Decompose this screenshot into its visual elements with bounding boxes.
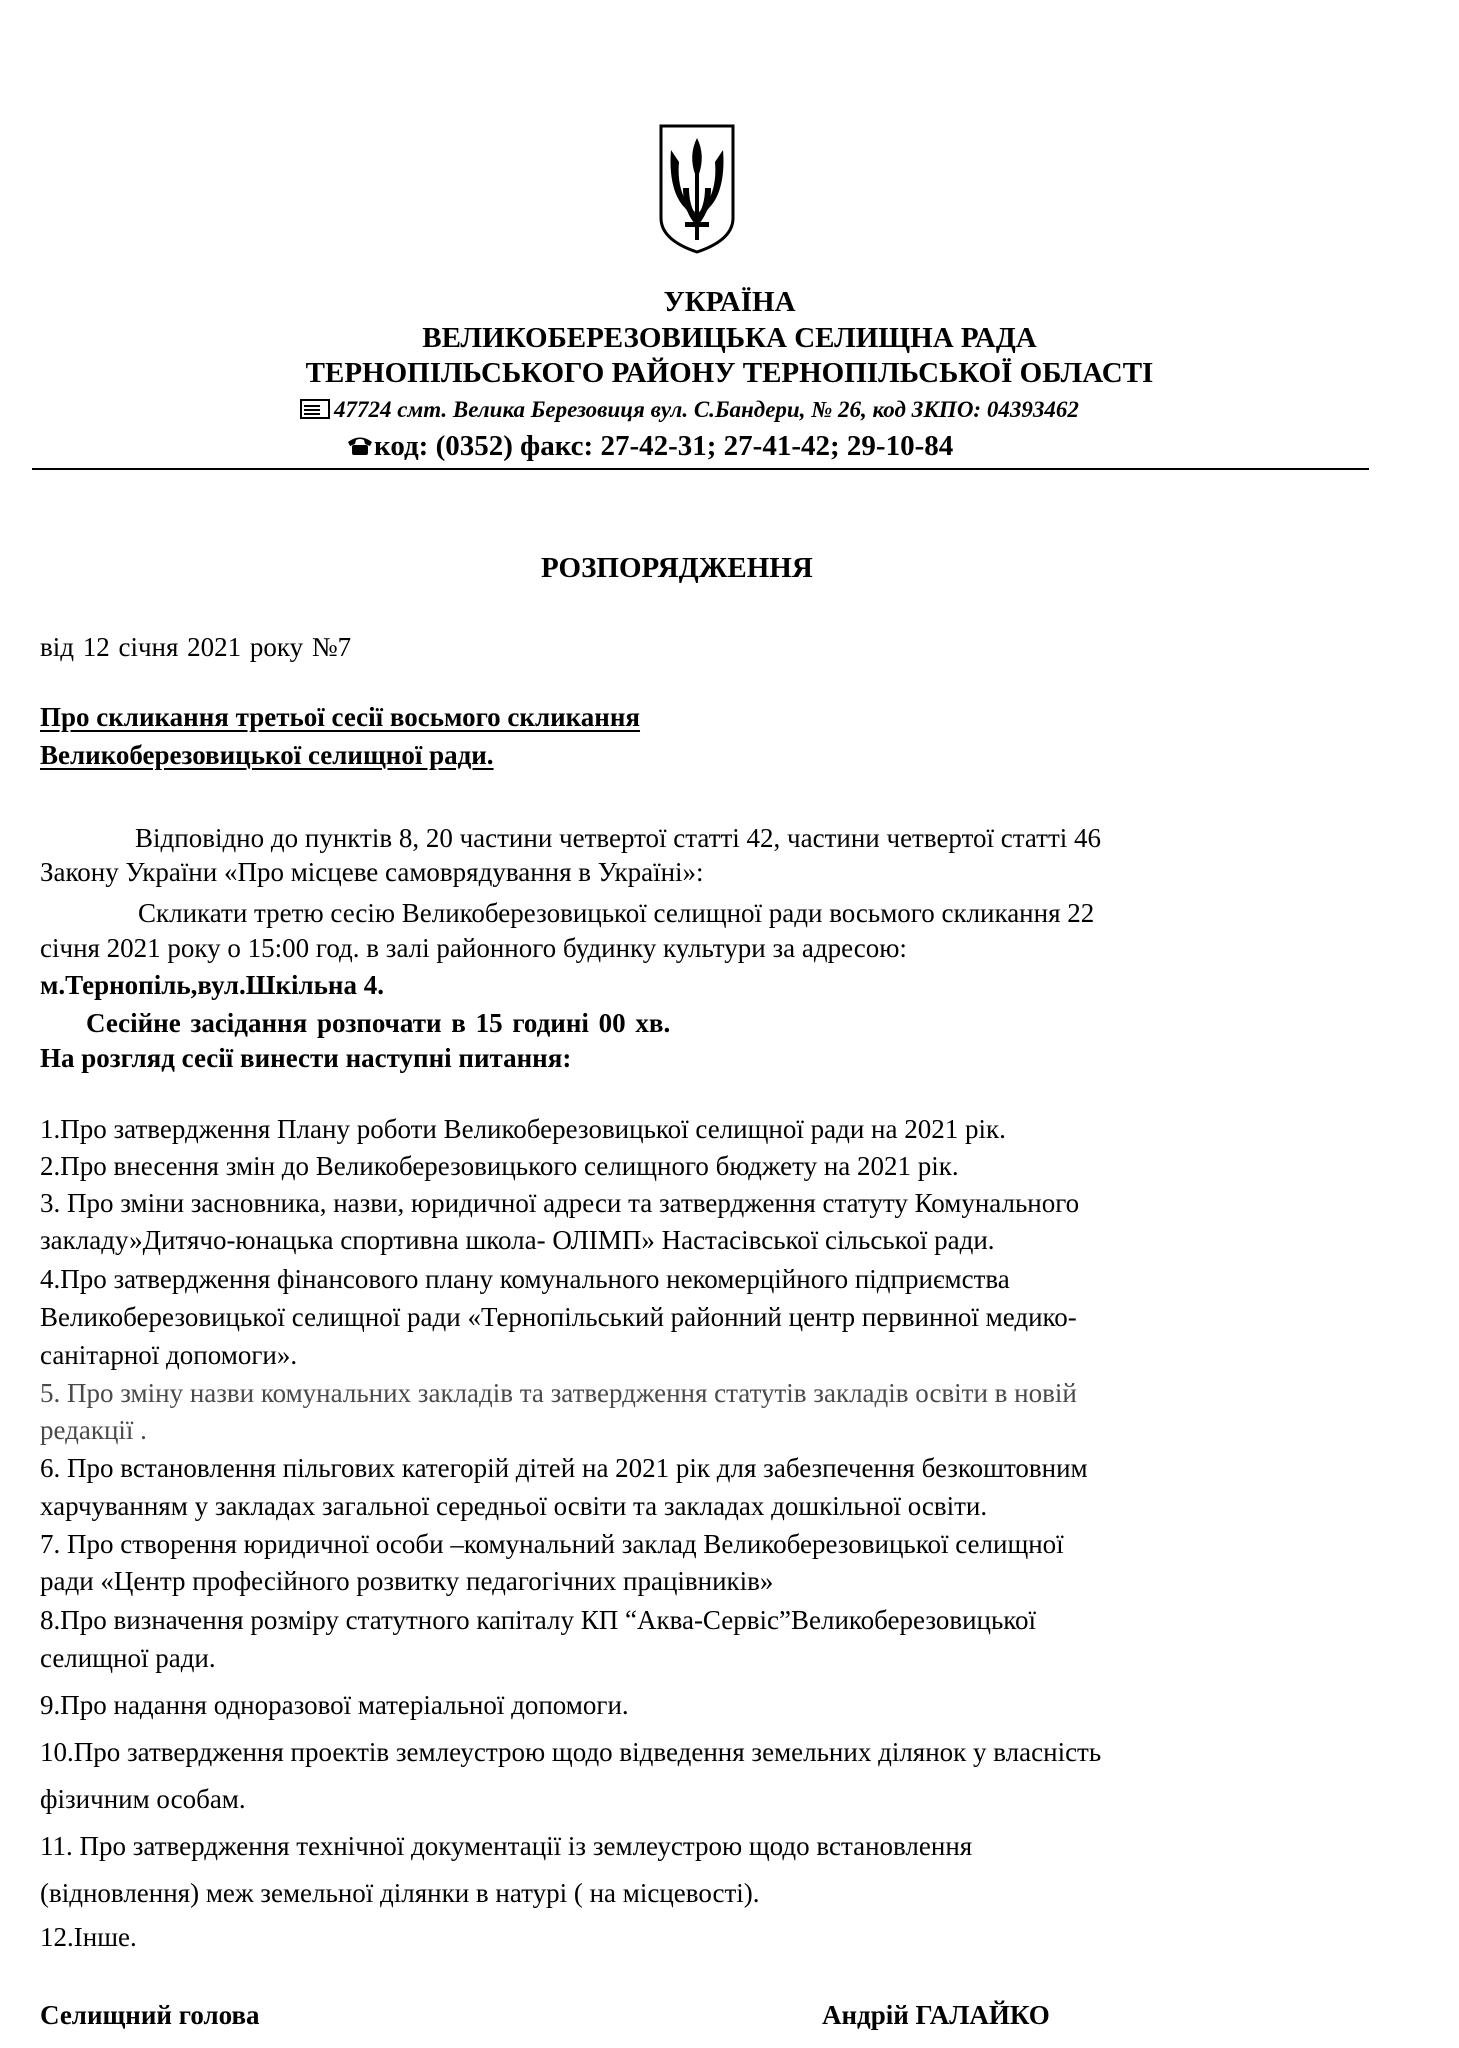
session-start: Сесійне засідання розпочати в 15 годині 00 хв. xyxy=(86,1008,671,1038)
para2-line2: січня 2021 року о 15:00 год. в залі районного будинку культури за адресою: xyxy=(40,933,907,963)
session-address: м.Тернопіль,вул.Шкільна 4. xyxy=(40,970,384,1000)
para2-line1: Скликати третю сесію Великоберезовицької селищної ради восьмого скликання 22 xyxy=(138,898,1095,928)
agenda-item: 10.Про затвердження проектів землеустрою щодо відведення земельних ділянок у власність xyxy=(40,1737,1102,1767)
agenda-item-cont: Великоберезовицької селищної ради «Тернопільський районний центр первинної медико- xyxy=(40,1302,1077,1332)
header-council: ВЕЛИКОБЕРЕЗОВИЦЬКА СЕЛИЩНА РАДА xyxy=(422,322,1037,354)
agenda-item: 3. Про зміни засновника, назви, юридичної адреси та затвердження статуту Комунального xyxy=(40,1188,1080,1218)
para1-line2: Закону України «Про місцеве самоврядування в Україні»: xyxy=(40,857,704,887)
header-address xyxy=(300,397,1079,423)
agenda-item-cont: фізичним особам. xyxy=(40,1784,246,1814)
phones-text: код: (0352) факс: 27-42-31; 27-41-42; 29-10-84 xyxy=(374,430,954,462)
header-phones xyxy=(346,430,953,463)
date-line: від 12 січня 2021 року №7 xyxy=(40,632,352,662)
agenda-item-cont: (відновлення) меж земельної ділянки в натурі ( на місцевості). xyxy=(40,1878,760,1908)
agenda-item: 4.Про затвердження фінансового плану комунального некомерційного підприємства xyxy=(40,1264,1010,1294)
coat-of-arms-icon xyxy=(657,122,737,261)
agenda-item: 7. Про створення юридичної особи –комунальний заклад Великоберезовицької селищної xyxy=(40,1529,1064,1559)
agenda-item-cont: ради «Центр професійного розвитку педагогічних працівників» xyxy=(40,1566,774,1596)
document-title: РОЗПОРЯДЖЕННЯ xyxy=(541,552,813,584)
agenda-item-cont: селищної ради. xyxy=(40,1643,216,1673)
address-text: 47724 смт. Велика Березовиця вул. С.Бандери, № 26, код ЗКПО: 04393462 xyxy=(334,397,1079,422)
agenda-item: 11. Про затвердження технічної документації із землеустрою щодо встановлення xyxy=(40,1831,973,1861)
agenda-item: 5. Про зміну назви комунальних закладів та затвердження статутів закладів освіти в новій xyxy=(40,1378,1077,1408)
header-divider xyxy=(32,468,1369,470)
subject-line-2: Великоберезовицької селищної ради. xyxy=(40,740,494,770)
agenda-item-cont: закладу»Дитячо-юнацька спортивна школа- ОЛІМП» Настасівської сільської ради. xyxy=(40,1225,995,1255)
phone-icon xyxy=(346,432,374,456)
header-country: УКРАЇНА xyxy=(663,286,796,318)
para1-line1: Відповідно до пунктів 8, 20 частини четвертої статті 42, частини четвертої статті 46 xyxy=(135,823,1102,853)
agenda-item-cont: редакції . xyxy=(40,1415,147,1445)
header-district: ТЕРНОПІЛЬСЬКОГО РАЙОНУ ТЕРНОПІЛЬСЬКОЇ ОБЛАСТІ xyxy=(305,357,1154,389)
agenda-item: 6. Про встановлення пільгових категорій дітей на 2021 рік для забезпечення безкоштовним xyxy=(40,1453,1088,1483)
agenda-item-cont: харчуванням у закладах загальної середньої освіти та закладах дошкільної освіти. xyxy=(40,1491,988,1521)
agenda-item: 1.Про затвердження Плану роботи Великоберезовицької селищної ради на 2021 рік. xyxy=(40,1114,1006,1144)
agenda-item: 9.Про надання одноразової матеріальної допомоги. xyxy=(40,1690,629,1720)
agenda-item: 2.Про внесення змін до Великоберезовицького селищного бюджету на 2021 рік. xyxy=(40,1151,959,1181)
agenda-item: 8.Про визначення розміру статутного капіталу КП “Аква-Сервіс”Великоберезовицької xyxy=(40,1605,1037,1635)
envelope-icon xyxy=(300,399,330,419)
agenda-item-cont: санітарної допомоги». xyxy=(40,1340,298,1370)
signature-title: Селищний голова xyxy=(40,2000,260,2030)
subject-line-1: Про скликання третьої сесії восьмого скликання xyxy=(40,702,641,732)
agenda-item: 12.Інше. xyxy=(40,1922,137,1952)
signature-name: Андрій ГАЛАЙКО xyxy=(822,2000,1050,2030)
agenda-intro: На розгляд сесії винести наступні питання: xyxy=(40,1043,572,1073)
